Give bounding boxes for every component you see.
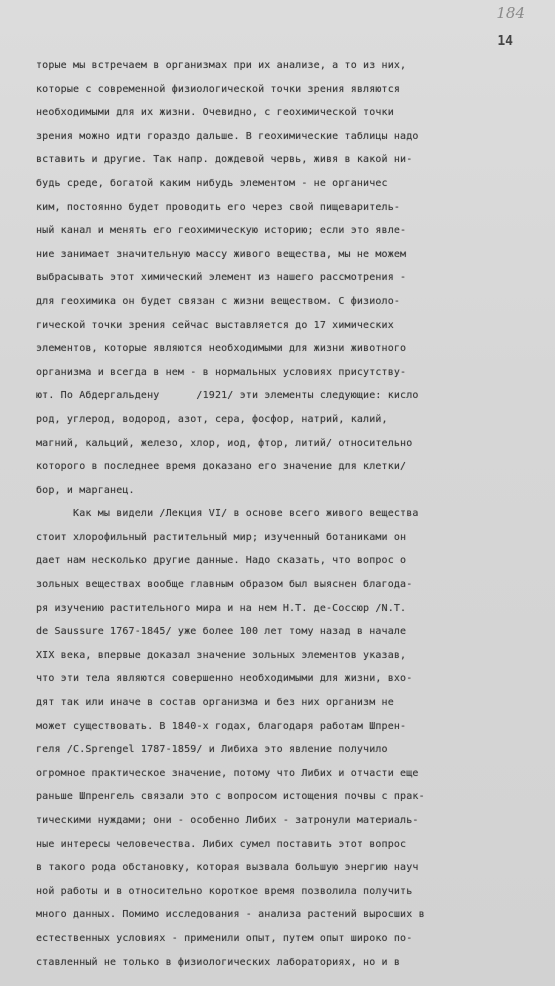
text-line: дят так или иначе в состав организма и без них организм не	[36, 697, 394, 709]
text-line: тическими нуждами; они - особенно Либих - затронули материаль-	[36, 815, 419, 826]
text-line: торые мы встречаем в организмах при их анализе, а то из них,	[36, 60, 407, 71]
text-line: естественных условиях - применили опыт, путем опыт широко по-	[36, 932, 413, 944]
text-line: ют. По Абдергальдену /1921/ эти элементы следующие: кисло	[36, 390, 419, 402]
text-line: зрения можно идти гораздо дальше. В геохимические таблицы надо	[36, 130, 419, 142]
typewritten-body	[36, 60, 526, 980]
text-line: для геохимика он будет связан с жизни веществом. С физиоло-	[36, 295, 401, 307]
text-line: ние занимает значительную массу живого вещества, мы не можем	[36, 248, 407, 260]
text-line: выбрасывать этот химический элемент из нашего рассмотрения -	[36, 272, 407, 284]
text-line: дает нам несколько другие данные. Надо сказать, что вопрос о	[36, 555, 407, 567]
text-line: геля /C.Sprengel 1787-1859/ и Либиха это явление получило	[36, 744, 388, 756]
text-line: организма и всегда в нем - в нормальных условиях присутству-	[36, 366, 407, 378]
page-number: 14	[497, 34, 513, 49]
text-line: магний, кальций, железо, хлор, иод, фтор, литий/ относительно	[36, 437, 413, 449]
text-line: будь среде, богатой каким нибудь элементом - не органичес	[36, 177, 388, 189]
text-line: много данных. Помимо исследования - анализа растений выросших в	[36, 909, 425, 921]
text-line: которого в последнее время доказано его значение для клетки/	[36, 461, 407, 473]
text-line: стоит хлорофильный растительный мир; изученный ботаниками он	[36, 531, 407, 543]
text-line: ные интересы человечества. Либих сумел поставить этот вопрос	[36, 838, 407, 850]
text-line: огромное практическое значение, потому что Либих и отчасти еще	[36, 767, 419, 779]
archive-page-number: 184	[496, 4, 525, 22]
text-line: ставленный не только в физиологических лабораториях, но и в	[36, 956, 401, 968]
text-line: которые с современной физиологической точки зрения являются	[36, 83, 401, 95]
text-line: зольных веществах вообще главным образом был выяснен благода-	[36, 579, 413, 591]
text-line: ким, постоянно будет проводить его через свой пищеваритель-	[36, 201, 401, 213]
text-line: XIX века, впервые доказал значение зольных элементов указав,	[36, 649, 407, 661]
text-line: ря изучению растительного мира и на нем Н.Т. де-Соссюр /N.T.	[36, 602, 407, 614]
text-line: ной работы и в относительно короткое время позволила получить	[36, 885, 413, 897]
text-line: вставить и другие. Так напр. дождевой червь, живя в какой ни-	[36, 154, 413, 166]
text-line: de Saussure 1767-1845/ уже более 100 лет тому назад в начале	[36, 626, 407, 638]
text-line: Как мы видели /Лекция VI/ в основе всего живого вещества	[36, 508, 419, 520]
text-line: род, углерод, водород, азот, сера, фосфор, натрий, калий,	[36, 413, 388, 425]
text-line: элементов, которые являются необходимыми для жизни животного	[36, 343, 407, 355]
text-line: может существовать. В 1840-х годах, благодаря работам Шпрен-	[36, 720, 407, 732]
text-line: ный канал и менять его геохимическую историю; если это явле-	[36, 225, 407, 237]
text-line: бор, и марганец.	[36, 484, 135, 496]
text-line: что эти тела являются совершенно необходимыми для жизни, вхо-	[36, 673, 413, 685]
text-line: в такого рода обстановку, которая вызвала большую энергию науч	[36, 862, 419, 874]
text-line: необходимыми для их жизни. Очевидно, с геохимической точки	[36, 107, 394, 119]
text-line: гической точки зрения сейчас выставляется до 17 химических	[36, 319, 394, 331]
text-line: раньше Шпренгель связали это с вопросом истощения почвы с прак-	[36, 791, 425, 803]
